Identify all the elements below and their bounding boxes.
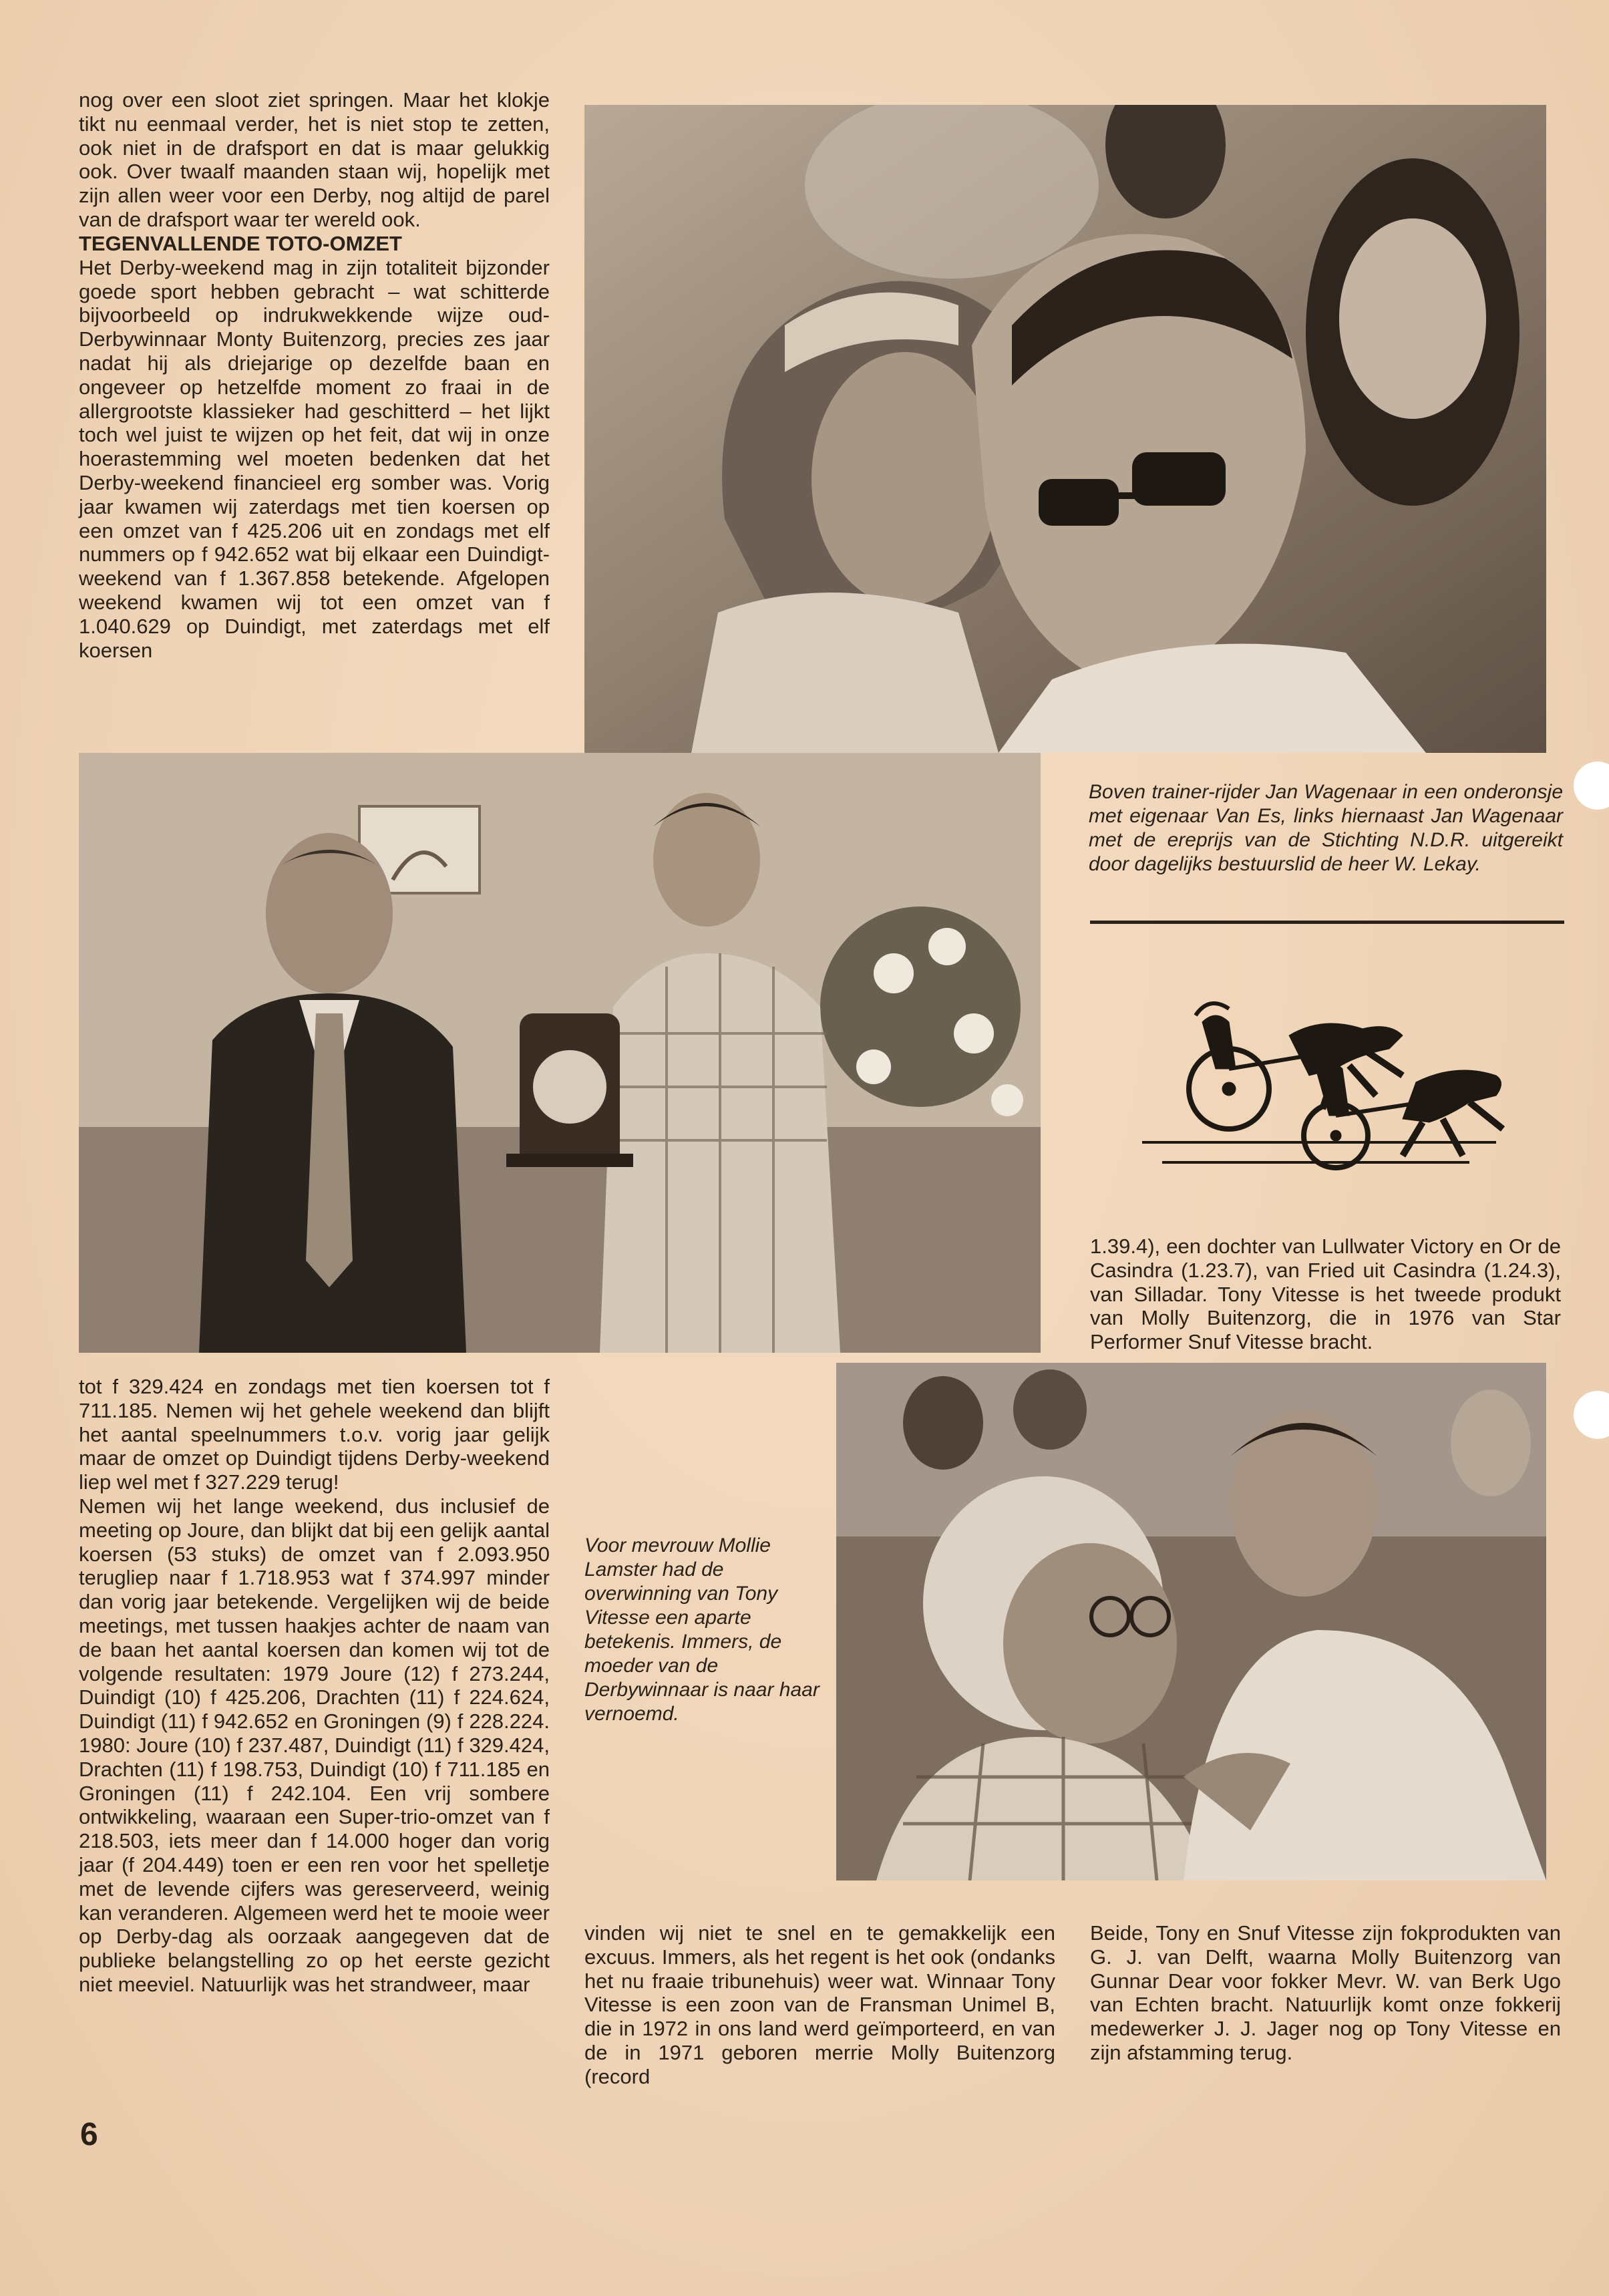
punch-hole-bottom <box>1574 1391 1609 1439</box>
punch-hole-top <box>1574 762 1609 810</box>
paragraph-weekend: tot f 329.424 en zondags met tien koersen tot f 711.185. Nemen wij het gehele weekend dan blijft het aantal speelnummers t.o.v. vorig jaar gelijk maar de omzet op Duindigt tijdens Derby-weekend liep wel met f 327.229 terug! <box>79 1375 550 1494</box>
text-column-top-left <box>79 88 550 662</box>
divider-rule <box>1090 921 1564 924</box>
harness-racing-illustration <box>1122 995 1509 1176</box>
text-column-bottom-middle: vinden wij niet te snel en te gemakkelijk een excuus. Immers, als het regent is het ook (ondanks het nu fraaie tribunehuis) weer wat. Winnaar Tony Vitesse is een zoon van de Fransman Unimel B, die in 1972 in ons land werd geïmporteerd, en van de in 1971 geboren merrie Molly Buitenzorg (record <box>584 1921 1055 2088</box>
page-number: 6 <box>80 2117 98 2152</box>
paragraph-toto: Het Derby-weekend mag in zijn totaliteit bijzonder goede sport hebben gebracht – wat schitterde bijvoorbeeld op indrukwekkende wijze oud-Derbywinnaar Monty Buitenzorg, precies zes jaar nadat hij als driejarige op dezelfde baan en ongeveer op hetzelfde moment zo fraai in de allergrootste klassieker had geschitterd – het lijkt toch wel juist te wijzen op het feit, dat wij in onze hoerastemming wel moeten bedenken dat het Derby-weekend financieel erg somber was. Vorig jaar kwamen wij zaterdags met tien koersen op een omzet van f 425.206 uit en zondags met elf nummers op f 942.652 wat bij elkaar een Duindigt-weekend van f 1.367.858 betekende. Afgelopen weekend kwamen wij tot een omzet van f 1.040.629 op Duindigt, met zaterdags met elf koersen <box>79 255 550 662</box>
text-column-bottom-right: Beide, Tony en Snuf Vitesse zijn fokprodukten van G. J. van Delft, waarna Molly Buitenzorg van Gunnar Dear voor fokker Mevr. W. van Berk Ugo van Echten bracht. Natuurlijk komt onze fokkerij medewerker J. J. Jager nog op Tony Vitesse en zijn afstamming terug. <box>1090 1921 1561 2064</box>
photo-jockey-and-owner <box>584 105 1546 753</box>
section-heading: TEGENVALLENDE TOTO-OMZET <box>79 231 402 255</box>
paragraph-comparison: Nemen wij het lange weekend, dus inclusief de meeting op Joure, dan blijkt dat bij een gelijk aantal koersen (53 stuks) de omzet van f 2.093.950 terugliep naar f 1.718.953 wat f 374.997 minder dan vorig jaar betekende. Vergelijken wij de beide meetings, met tussen haakjes achter de naam van de baan het aantal koersen dan komen wij tot de volgende resultaten: 1979 Joure (12) f 273.244, Duindigt (10) f 425.206, Drachten (11) f 224.624, Duindigt (11) f 942.652 en Groningen (9) f 228.224. 1980: Joure (10) f 237.487, Duindigt (11) f 329.424, Drachten (11) f 198.753, Duindigt (10) f 711.185 en Groningen (11) f 242.104. Een vrij sombere ontwikkeling, waaraan een Super-trio-omzet van f 218.503, iets meer dan f 14.000 hoger dan vorig jaar (f 204.449) toen er een ren voor het spelletje met de levende cijfers was gereserveerd, weinig kan veranderen. Algemeen werd het te mooie weer op Derby-dag als oorzaak aangegeven dat de publieke belangstelling zo op het eerste gezicht niet meeviel. Natuurlijk was het strandweer, maar <box>79 1494 550 1996</box>
photo-trophy-presentation <box>79 753 1041 1353</box>
text-column-right-middle: 1.39.4), een dochter van Lullwater Victory en Or de Casindra (1.23.7), van Fried uit Casindra (1.24.3), van Silladar. Tony Vitesse is het tweede produkt van Molly Buitenzorg, die in 1976 van Star Performer Snuf Vitesse bracht. <box>1090 1235 1561 1354</box>
caption-top: Boven trainer-rijder Jan Wagenaar in een onderonsje met eigenaar Van Es, links hiernaast Jan Wagenaar met de ereprijs van de Stichting N.D.R. uitgereikt door dagelijks bestuurslid de heer W. Lekay. <box>1089 781 1563 875</box>
caption-bottom: Voor mevrouw Mollie Lamster had de overwinning van Tony Vitesse een aparte betekenis. Immers, de moeder van de Derbywinnaar is naar haar vernoemd. <box>584 1534 820 1725</box>
photo-mollie-lamster <box>836 1363 1546 1880</box>
paragraph-intro: nog over een sloot ziet springen. Maar het klokje tikt nu eenmaal verder, het is niet stop te zetten, ook niet in de drafsport en dat is maar gelukkig ook. Over twaalf maanden staan wij, hopelijk met zijn allen weer voor een Derby, nog altijd de parel van de drafsport waar ter wereld ook. <box>79 88 550 231</box>
text-column-bottom-left <box>79 1375 550 1997</box>
